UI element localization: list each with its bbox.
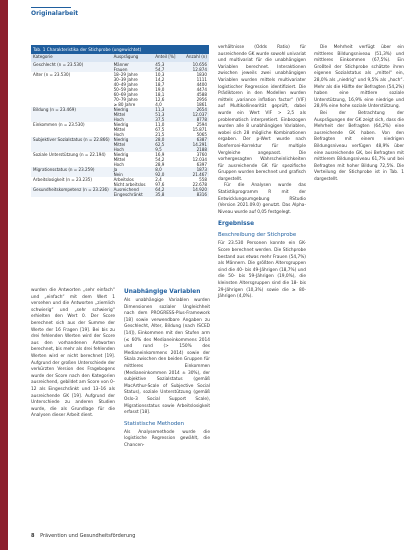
table-cell: 10.656 [181, 62, 209, 67]
table-cell: 10,3 [155, 72, 165, 77]
table-cell: Arbeitslos [113, 177, 134, 182]
table-cell: 51,3 [153, 112, 181, 117]
table-cell: Subjektiver Sozialstatus (n = 22.866) [33, 137, 110, 142]
table-cell: 4588 [196, 92, 207, 97]
table-row [31, 192, 209, 197]
table-cell: 28,0 [153, 137, 181, 142]
table-cell: 8316 [181, 192, 209, 197]
table-cell [31, 192, 112, 197]
table-cell: 22.678 [192, 182, 207, 187]
table-cell: Nein [112, 172, 154, 177]
table-cell: Ausreichend [112, 187, 154, 192]
column-3-text [218, 45, 306, 301]
table-cell: 14,2 [155, 77, 165, 82]
table-cell: 40–49 Jahre [113, 82, 138, 87]
table-cell: 67,5 [155, 127, 165, 132]
table-cell: 11,0 [155, 122, 165, 127]
body-paragraph: wurden die Antworten „sehr einfach“ und „einfach“ mit dem Wert 1 versehen und die Antworten „ziemlich schwierig“ und „sehr schwierig“ erhielten den Wert 0. Der Score berechnet sich aus der Summe der Werte der 16 Fragen [19]. Bei bis zu drei fehlenden Werten wird der Score aus den vorhandenen Antworten berechnet, bis mehr als drei fehlenden Werten wird er nicht berechnet [19]. Aufgrund der großen Unterschiede der verkürzten Version des Fragebogens wurde der Score nach den Kategorien ausreichend, gebildet am Score von 0–12 als Eingeschränkt und 13–16 als ausreichende GK [19]. Aufgrund der Unterschiede zu anderen Studien wurde, die als Grundlage für die Analysen dieser Arbeit dient. [31, 288, 115, 419]
table-cell: Bildung (n = 23.469) [31, 107, 112, 112]
column-4-text [314, 45, 404, 183]
page-footer [31, 533, 135, 539]
table-cell: Geschlecht (n = 23.530) [31, 62, 112, 67]
table-cell: Niedrig [113, 122, 129, 127]
table-cell: 21.467 [181, 172, 209, 177]
table-cell: 558 [199, 177, 207, 182]
table-cell: 4,0 [155, 102, 162, 107]
table-cell: 12,6 [155, 97, 165, 102]
table-cell: 14.920 [181, 187, 209, 192]
sample-characteristics-table [31, 45, 209, 197]
body-paragraph: Als unabhängige Variablen wurden Dimensionen sozialer Ungleichheit nach dem PROGRESS-Plus-Framework [18] sowie verwendbare Angaben zu Geschlecht, Alter, Bildung (nach ISCED [14]), Einkommen mit den Stufen arm (≤ 60% des Medianeinkommens 2014 und rund (> 150% des Medianeinkommens 2014) sowie der Skala zwischen den beiden Gruppen für mittleres Einkommen (Medianeinkommen 2014 ± 30%), der subjektive Sozialstatus (gemäß MacArthur-Scale of Subjective Social Status), soziale Unterstützung (gemäß Oslo-3 Social Support Scale), Migrationsstatus sowie Arbeitslosigkeit erfasst [18]. [124, 298, 210, 416]
column-header: Ausprägung [112, 54, 154, 62]
table-cell: Mittel [112, 142, 154, 147]
subsection-heading: Statistische Methoden [124, 420, 185, 427]
table-cell: 54,7 [153, 67, 181, 72]
table-cell: Nicht arbeitslos [113, 182, 146, 187]
table-cell: 1111 [196, 77, 207, 82]
table-cell: 19,0 [155, 87, 165, 92]
table-cell: Hoch [112, 117, 154, 122]
table-cell: Hoch [113, 162, 124, 167]
table-cell: Soziale Unterstützung (n = 22.194) [33, 152, 106, 157]
table-cell: 14.291 [181, 142, 209, 147]
table-cell: Einkommen (n = 23.530) [33, 122, 85, 127]
table-cell: 2654 [181, 107, 209, 112]
table-cell: 4400 [196, 82, 207, 87]
table-cell: 8778 [181, 117, 209, 122]
column-2-text [124, 288, 210, 449]
section-label: Originalarbeit [31, 7, 71, 17]
body-paragraph: Bei der Betrachtung der Ausprägungen der GK zeigt sich, dass die Mehrheit der Befragten (64,2%) eine ausreichende GK haben. Von den Befragten mit einem niedrigen Bildungsniveau verfügen 48,9% über eine ausreichende GK, bei Befragten mit mittlerem Bildungsniveau 61,7% und bei Befragten mit hoher Bildung 72,5%. Die Verteilung der Stichprobe ist in Tab. 1 dargestellt. [314, 110, 404, 182]
body-paragraph: Die Mehrheit verfügt über ein mittleres Bildungsniveau (51,3%) und mittleres Einkommen (67,5%). Ein Großteil der Stichprobe schätzte ihren eigenen Sozialstatus als „mittel“ ein, 28,0% als „niedrig“ und 9,5% als „hoch“. Mehr als die Hälfte der Befragten (54,2%) haben eine mittlere soziale Unterstützung, 16,9% eine niedrige und 28,9% eine hohe soziale Unterstützung. [314, 45, 404, 110]
table-cell: 21,5 [155, 132, 165, 137]
section-heading: Unabhängige Variablen [124, 289, 201, 295]
body-paragraph: Für 23.530 Personen konnte ein GK-Score berechnet werden. Die Stichprobe bestand aus etwas mehr Frauen (54,7%) als Männern. Die größten Altersgruppen sind die 40- bis 49-Jährigen (18,7%) und die 50- bis 59-Jährigen (19,0%), die kleinsten Altersgruppen sind die 18- bis 29-Jährigen (10,3%) sowie die ≥ 80-Jährigen (4,0%). [218, 241, 306, 300]
table-cell: 54,2 [155, 157, 165, 162]
table-cell: ≥ 80 Jahre [113, 102, 136, 107]
table-cell: Niedrig [113, 152, 129, 157]
table-cell: Hoch [112, 147, 154, 152]
table-cell: 2594 [196, 122, 207, 127]
table-cell: 12.874 [181, 67, 209, 72]
table-cell: 70–79 Jahre [113, 97, 138, 102]
table-cell: 8,0 [153, 167, 181, 172]
table-cell: 12.034 [192, 157, 207, 162]
table-cell: 15.871 [192, 127, 207, 132]
journal-name: Prävention und Gesundheitsförderung [40, 533, 136, 539]
table-cell: 45,3 [153, 62, 181, 67]
table-cell: Migrationsstatus (n = 23.259) [31, 167, 112, 172]
column-header: Anzahl (n) [181, 54, 209, 62]
table-cell: Niedrig [112, 107, 154, 112]
table-cell: Gesundheitskompetenz (n = 23.236) [31, 187, 112, 192]
column-1-text [31, 288, 115, 420]
table-cell: 18,7 [155, 82, 165, 87]
table-cell: 35,8 [153, 192, 181, 197]
table-cell: Ja [112, 167, 154, 172]
table-header-row [31, 54, 209, 62]
table-cell: 62,5 [153, 142, 181, 147]
table-cell: 97,6 [155, 182, 165, 187]
section-heading: Ergebnisse [218, 221, 254, 228]
table-cell: Frauen [112, 67, 154, 72]
table-cell: Mittel [113, 127, 126, 132]
table-cell: Männer [112, 62, 154, 67]
table-cell: 2956 [196, 97, 207, 102]
table-cell: 18,1 [155, 92, 165, 97]
table-cell: 6387 [181, 137, 209, 142]
table-cell: 12.037 [181, 112, 209, 117]
table-cell: Eingeschränkt [112, 192, 154, 197]
table-cell: 11,3 [153, 107, 181, 112]
table-cell: 1873 [181, 167, 209, 172]
table-cell: 37,5 [153, 117, 181, 122]
table-caption: Tab. 1 Charakteristika der Stichprobe (ungewichtet) [31, 45, 209, 54]
table-cell: 28,9 [155, 162, 165, 167]
table-grid [31, 54, 209, 197]
table-cell: 5065 [196, 132, 207, 137]
table-cell: 1830 [196, 72, 207, 77]
body-paragraph: Für die Analysen wurde das Statistikprogramm R mit der Entwicklungsumgebung RStudio (Version 2021.09.0) genutzt. Das Alpha-Niveau wurde auf 0,05 festgelegt. [218, 183, 306, 215]
table-cell: Mittel [113, 157, 126, 162]
table-cell: 60–69 Jahre [113, 92, 138, 97]
table-cell: Hoch [113, 132, 124, 137]
table-cell: 1861 [196, 102, 207, 107]
body-paragraph: verhältnisse (Odds Ratio) für ausreichende GK wurde sowohl univariat und multivariat für die unabhängigen Variablen berechnet. Interaktionen zwischen jeweils zwei unabhängigen Variablen wurden mittels multivariater logistischer Regression identifiziert. Die Prädiktoren in den Modellen wurden mittels „variance inflation factor“ (VIF) auf Multikollinearität geprüft, dabei wurde ein Wert VIF > 2,5 als problematisch interpretiert. Einbezogen wurden alle 8 unabhängigen Variablen, wobei sich 28 mögliche Kombinationen ergaben. Der p-Wert wurde nach Bonferroni-Korrektur für multiple Vergleiche angepasst. Die vorhergesagten Wahrscheinlichkeiten für ausreichende GK für spezifische Gruppen wurden berechnet und grafisch dargestellt. [218, 45, 306, 182]
table-cell: 92,0 [153, 172, 181, 177]
margin-color-bar [0, 0, 8, 550]
page-number: 8 [31, 533, 35, 539]
table-cell: Mittel [112, 112, 154, 117]
table-cell: 2188 [181, 147, 209, 152]
table-cell: Alter (n = 23.530) [33, 72, 71, 77]
table-cell: 9,5 [153, 147, 181, 152]
table-cell: 3760 [196, 152, 207, 157]
table-cell: 16,9 [155, 152, 165, 157]
column-header: Anteil [%] [153, 54, 181, 62]
table-cell: 4474 [196, 87, 207, 92]
table-cell: 18–29 Jahre [113, 72, 138, 77]
table-cell: Arbeitslosigkeit (n = 23.235) [33, 177, 92, 182]
table-cell: 64,2 [153, 187, 181, 192]
table-cell: 50–59 Jahre [113, 87, 138, 92]
table-cell: 6397 [196, 162, 207, 167]
table-cell: 2,4 [155, 177, 162, 182]
column-header: Kategorie [31, 54, 112, 62]
body-paragraph: Als Analysemethode wurde die logistische Regression gewählt, die Chancen- [124, 429, 210, 448]
table-cell: 30–39 Jahre [113, 77, 138, 82]
table-cell: Niedrig [112, 137, 154, 142]
subsection-heading: Beschreibung der Stichprobe [218, 232, 297, 239]
